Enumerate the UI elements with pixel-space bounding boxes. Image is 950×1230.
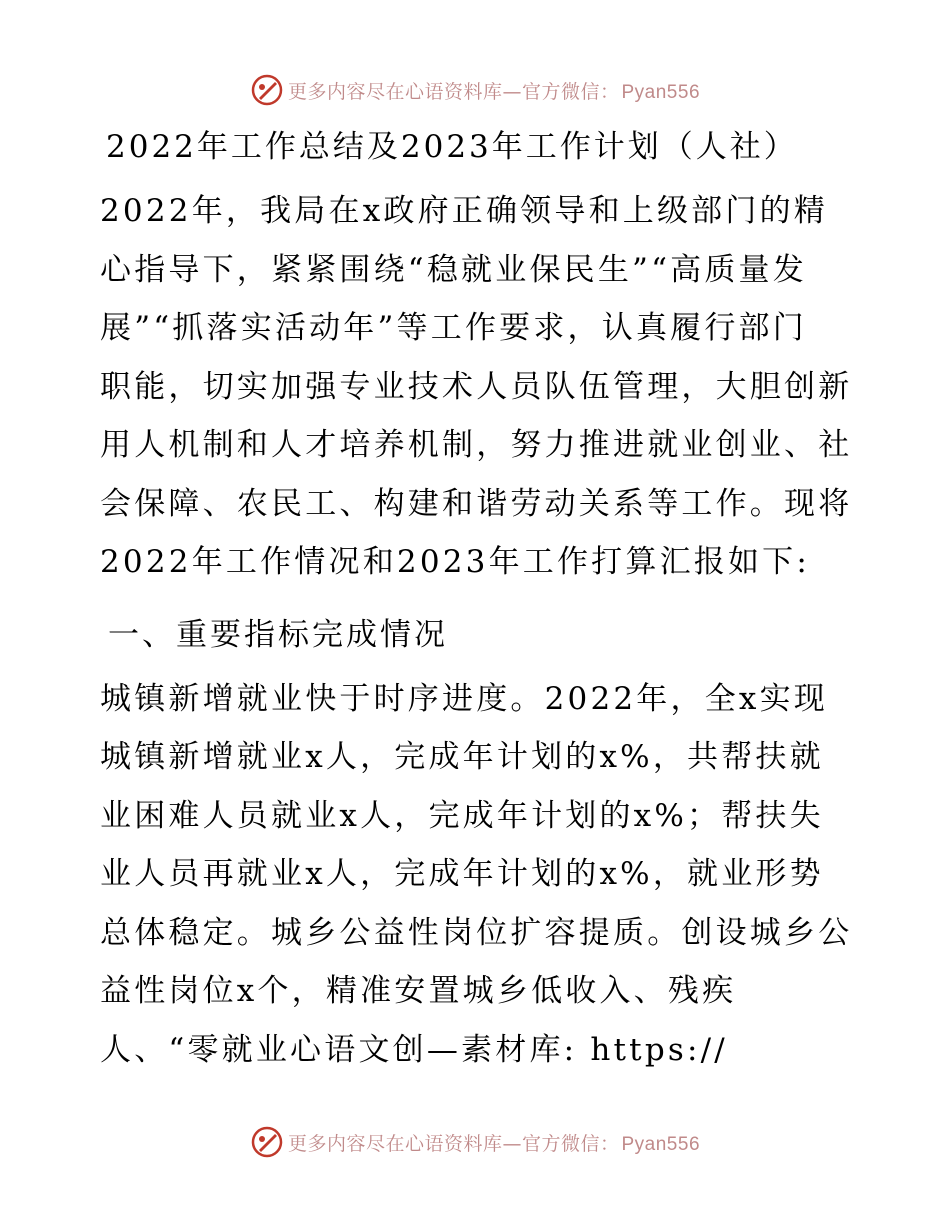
intro-paragraph — [100, 182, 853, 592]
watermark-footer — [0, 1122, 950, 1162]
watermark-header — [0, 70, 950, 110]
text-line: 业人员再就业x人，完成年计划的x%，就业形势 — [100, 856, 824, 892]
quill-logo-icon — [250, 1125, 284, 1159]
text-line: 会保障、农民工、构建和谐劳动关系等工作。现将 — [100, 485, 853, 522]
watermark-text: 更多内容尽在心语资料库—官方微信： Pyan556 — [287, 80, 701, 103]
text-line: 展”“抓落实活动年”等工作要求，认真履行部门 — [100, 310, 807, 346]
watermark-wechat-id: Pyan556 — [621, 1133, 701, 1155]
text-line: 用人机制和人才培养机制，努力推进就业创业、社 — [100, 427, 853, 463]
text-line: 城镇新增就业快于时序进度。2022年，全x实现 — [100, 680, 828, 717]
text-line: 2022年，我局在x政府正确领导和上级部门的精 — [100, 193, 828, 229]
text-line: 城镇新增就业x人，完成年计划的x%，共帮扶就 — [100, 739, 824, 775]
text-line: 职能，切实加强专业技术人员队伍管理，大胆创新 — [100, 368, 853, 405]
text-line: 总体稳定。城乡公益性岗位扩容提质。创设城乡公 — [100, 914, 853, 951]
watermark-text: 更多内容尽在心语资料库—官方微信： Pyan556 — [287, 1132, 701, 1155]
text-line: 心指导下，紧紧围绕“稳就业保民生”“高质量发 — [100, 251, 807, 288]
watermark-wechat-id: Pyan556 — [621, 81, 701, 103]
section-paragraph — [100, 670, 853, 1080]
document-title: 2022年工作总结及2023年工作计划（人社） — [106, 129, 798, 165]
quill-logo-icon — [250, 73, 284, 107]
text-line: 2022年工作情况和2023年工作打算汇报如下: — [100, 544, 811, 580]
section-heading: 一、重要指标完成情况 — [108, 616, 448, 653]
text-line: 人、“零就业心语文创—素材库: https:// — [100, 1031, 728, 1068]
document-body — [100, 118, 853, 1079]
text-line: 益性岗位x个，精准安置城乡低收入、残疾 — [100, 973, 737, 1009]
text-line: 业困难人员就业x人，完成年计划的x%；帮扶失 — [100, 797, 824, 834]
